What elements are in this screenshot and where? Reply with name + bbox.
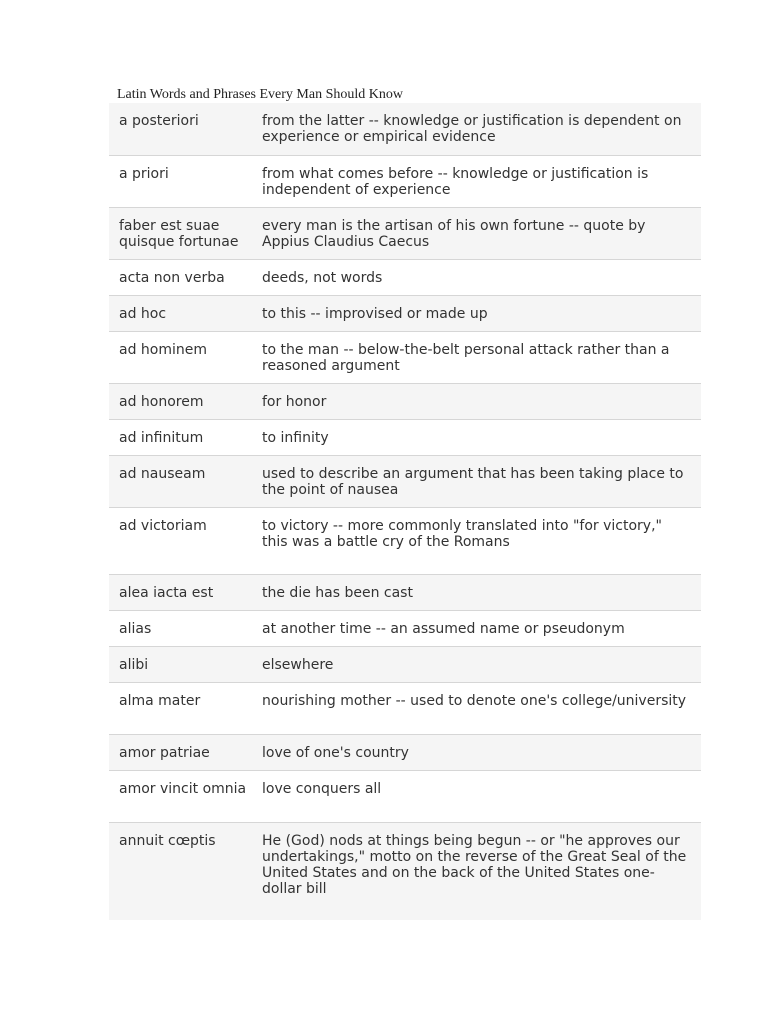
table-row (109, 419, 701, 455)
latin-term: ad nauseam (119, 466, 206, 482)
latin-term: acta non verba (119, 270, 225, 286)
term-definition: He (God) nods at things being begun -- or "he approves our undertakings," motto on the reverse of the Great Seal of the United States and on the back of the United States one-dollar bill (262, 833, 687, 897)
table-row (109, 682, 701, 734)
term-definition: from what comes before -- knowledge or justification is independent of experience (262, 166, 649, 198)
table-row (109, 646, 701, 682)
term-definition: used to describe an argument that has been taking place to the point of nausea (262, 466, 684, 498)
latin-term: ad hoc (119, 306, 167, 322)
latin-term: alibi (119, 657, 149, 673)
table-row (109, 259, 701, 295)
latin-term: a posteriori (119, 113, 199, 129)
term-definition: to infinity (262, 430, 329, 446)
latin-term: a priori (119, 166, 169, 182)
table-row (109, 455, 701, 507)
latin-term: alma mater (119, 693, 201, 709)
latin-term: ad honorem (119, 394, 204, 410)
glossary-table (109, 103, 701, 920)
term-definition: the die has been cast (262, 585, 413, 601)
term-definition: from the latter -- knowledge or justification is dependent on experience or empirical evidence (262, 113, 682, 145)
latin-term: annuit cœptis (119, 833, 216, 849)
table-row (109, 610, 701, 646)
table-row (109, 770, 701, 822)
term-definition: love conquers all (262, 781, 382, 797)
page-title: Latin Words and Phrases Every Man Should Know (117, 87, 403, 102)
term-definition: for honor (262, 394, 327, 410)
latin-term: faber est suae quisque fortunae (119, 218, 239, 250)
latin-term: ad victoriam (119, 518, 207, 534)
latin-term: ad hominem (119, 342, 208, 358)
term-definition: nourishing mother -- used to denote one's college/university (262, 693, 687, 709)
table-row (109, 822, 701, 920)
term-definition: elsewhere (262, 657, 334, 673)
latin-term: amor patriae (119, 745, 210, 761)
term-definition: to the man -- below-the-belt personal attack rather than a reasoned argument (262, 342, 670, 374)
table-row (109, 331, 701, 383)
latin-term: ad infinitum (119, 430, 204, 446)
table-row (109, 383, 701, 419)
table-row (109, 734, 701, 770)
term-definition: every man is the artisan of his own fortune -- quote by Appius Claudius Caecus (262, 218, 646, 250)
table-row (109, 507, 701, 574)
term-definition: deeds, not words (262, 270, 383, 286)
table-row (109, 574, 701, 610)
table-row (109, 103, 701, 155)
term-definition: at another time -- an assumed name or pseudonym (262, 621, 625, 637)
term-definition: to this -- improvised or made up (262, 306, 488, 322)
latin-term: amor vincit omnia (119, 781, 247, 797)
table-row (109, 295, 701, 331)
latin-term: alias (119, 621, 152, 637)
table-row (109, 155, 701, 207)
term-definition: to victory -- more commonly translated into "for victory," this was a battle cry of the Romans (262, 518, 662, 550)
term-definition: love of one's country (262, 745, 409, 761)
latin-term: alea iacta est (119, 585, 214, 601)
table-row (109, 207, 701, 259)
